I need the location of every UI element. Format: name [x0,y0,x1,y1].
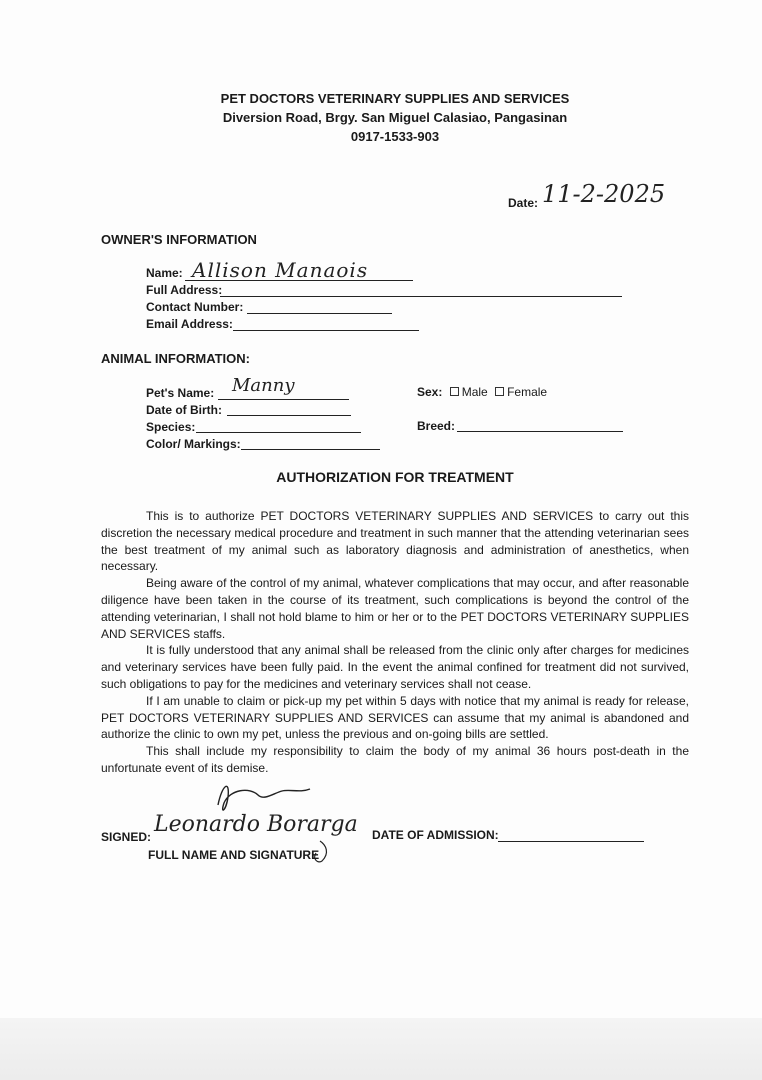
owner-address-label: Full Address: [146,283,223,297]
authorization-paragraph: Being aware of the control of my animal, whatever complications that may occur, and after reasonable diligence have been taken in the course of its treatment, such complications is beyond the control of the attending veterinarian, I shall not hold blame to him or her or to the PET DOCTORS VETERINARY SUPPLIES AND SERVICES staffs. [101,576,689,641]
authorization-title: AUTHORIZATION FOR TREATMENT [276,469,514,485]
pet-name-value[interactable]: Manny [232,375,295,396]
owner-email-line[interactable] [233,330,419,331]
sex-label: Sex: [417,385,443,399]
clinic-name: PET DOCTORS VETERINARY SUPPLIES AND SERVICES [220,91,570,106]
owner-name-label: Name: [146,266,183,280]
owner-email-label: Email Address: [146,317,233,331]
color-line[interactable] [241,449,380,450]
dob-line[interactable] [227,415,351,416]
color-label: Color/ Markings: [146,437,241,451]
owner-address-line[interactable] [220,296,622,297]
signer-name-handwritten[interactable]: Leonardo Borarga [154,812,358,837]
female-option-label: Female [507,385,548,399]
date-value[interactable]: 11-2-2025 [542,180,666,208]
scan-bottom-edge [0,1018,762,1080]
authorization-paragraph: This shall include my responsibility to claim the body of my animal 36 hours post-death in the unfortunate event of its demise. [101,744,689,775]
pet-name-label: Pet's Name: [146,386,215,400]
pet-name-line [218,399,349,400]
dob-label: Date of Birth: [146,403,222,417]
owner-contact-line[interactable] [247,313,392,314]
species-line[interactable] [196,432,361,433]
species-label: Species: [146,420,196,434]
male-checkbox[interactable] [450,387,459,396]
animal-section-title: ANIMAL INFORMATION: [101,351,250,366]
owner-section-title: OWNER'S INFORMATION [101,232,257,247]
breed-label: Breed: [417,419,456,433]
owner-name-value[interactable]: Allison Manaois [192,258,369,282]
authorization-paragraph: It is fully understood that any animal shall be released from the clinic only after charges for medicines and veterinary services have been fully paid. In the event the animal confined for treatment did not survived, such obligations to pay for the medicines and veterinary services shall not cease. [101,643,689,691]
owner-contact-label: Contact Number: [146,300,244,314]
clinic-phone: 0917-1533-903 [350,129,440,144]
sex-field [417,385,547,399]
breed-line[interactable] [457,431,623,432]
clinic-address: Diversion Road, Brgy. San Miguel Calasiao, Pangasinan [222,110,568,125]
authorization-paragraph: If I am unable to claim or pick-up my pet within 5 days with notice that my animal is ready for release, PET DOCTORS VETERINARY SUPPLIES AND SERVICES can assume that my animal is abandoned and authorize the clinic to own my pet, unless the previous and on-going bills are settled. [101,693,689,742]
clinic-header [0,89,762,146]
authorization-paragraph: This is to authorize PET DOCTORS VETERINARY SUPPLIES AND SERVICES to carry out this discretion the necessary medical procedure and treatment in such manner that the attending veterinarian sees the best treatment of my animal such as laboratory diagnosis and administration of anesthetics, when necessary. [101,509,689,574]
date-of-admission-label: DATE OF ADMISSION: [372,828,499,842]
authorization-body [101,508,689,777]
date-of-admission-line[interactable] [498,841,644,842]
signed-label: SIGNED: [101,830,152,844]
date-label: Date: [508,196,539,210]
male-option-label: Male [461,385,488,399]
full-name-signature-label: FULL NAME AND SIGNATURE [148,848,320,862]
female-checkbox[interactable] [495,387,504,396]
